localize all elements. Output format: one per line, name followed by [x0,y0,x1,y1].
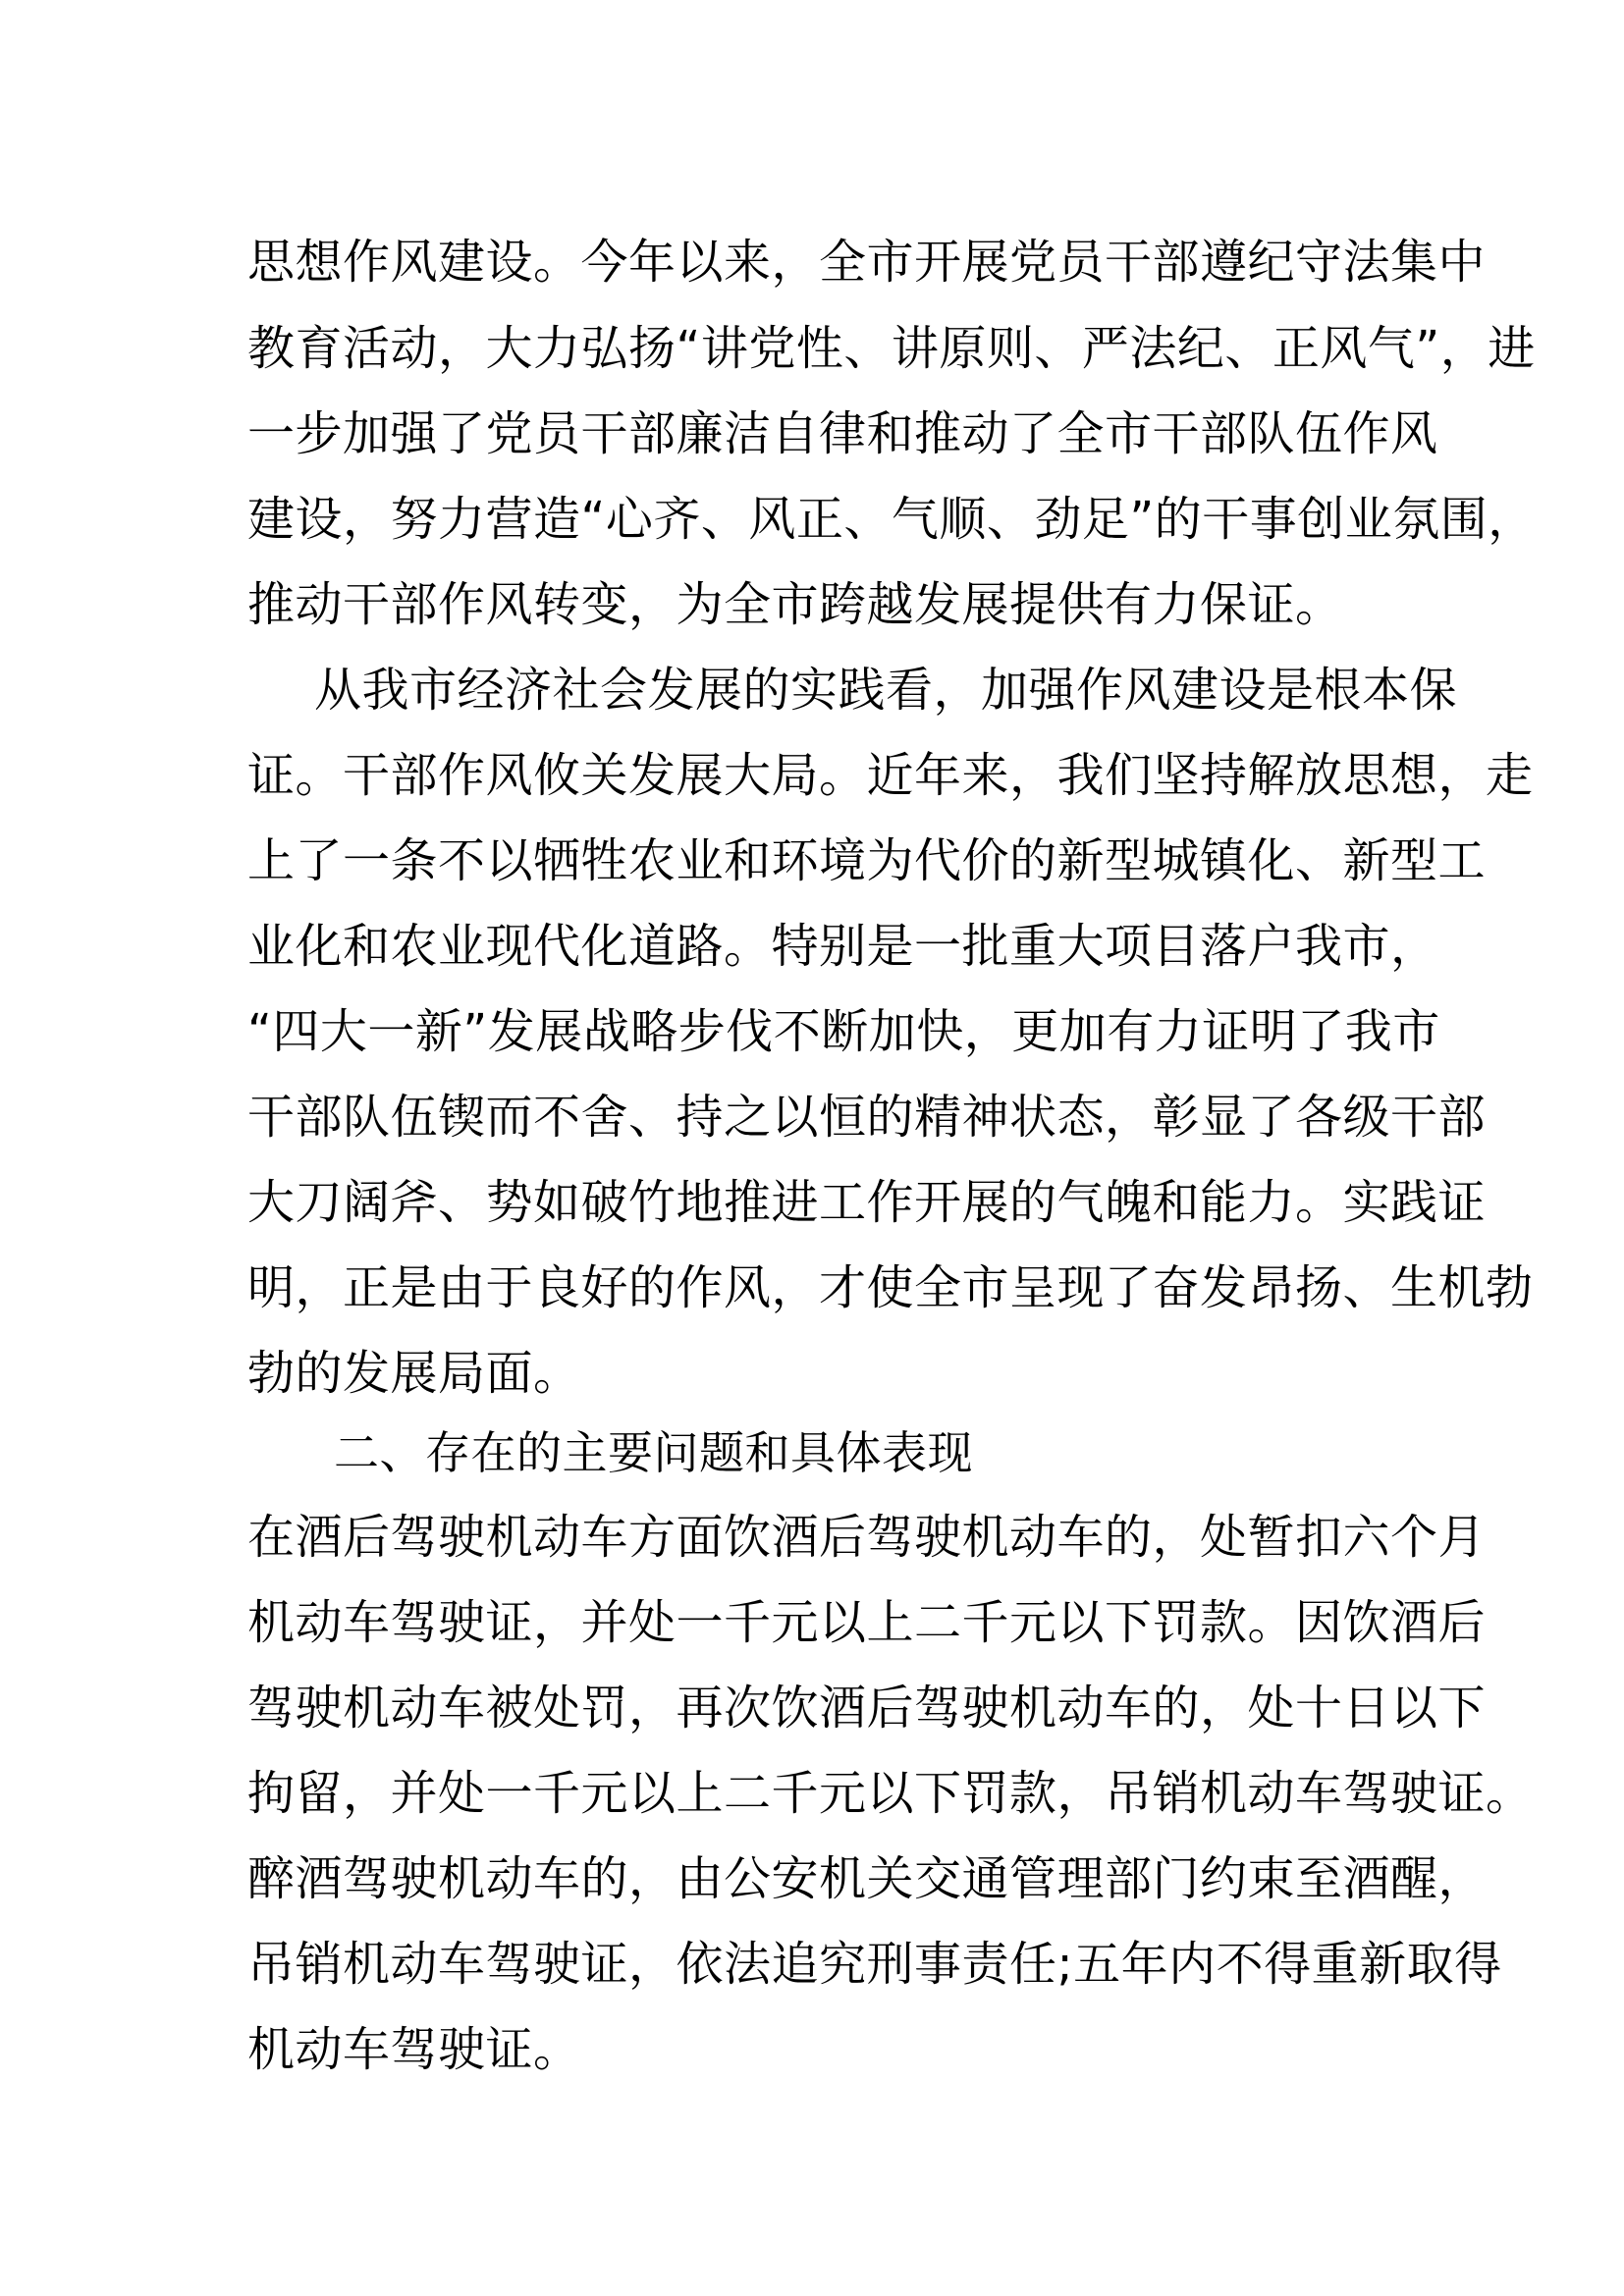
paragraph2-line-7: 大刀阔斧、势如破竹地推进工作开展的气魄和能力。实践证 [247,1175,1487,1230]
paragraph2-line-6: 干部队伍锲而不舍、持之以恒的精神状态，彰显了各级干部 [247,1090,1487,1145]
paragraph2-line-2: 证。干部作风攸关发展大局。近年来，我们坚持解放思想，走 [247,748,1534,803]
paragraph1-line-1: 思想作风建设。今年以来，全市开展党员干部遵纪守法集中 [247,235,1487,290]
paragraph1-line-2: 教育活动，大力弘扬“讲党性、讲原则、严法纪、正风气”，进 [247,321,1536,376]
paragraph3-line-5: 醉酒驾驶机动车的，由公安机关交通管理部门约束至酒醒， [247,1851,1487,1906]
paragraph3-line-7: 机动车驾驶证。 [247,2022,581,2077]
paragraph2-line-3: 上了一条不以牺牲农业和环境为代价的新型城镇化、新型工 [247,833,1487,888]
paragraph2-line-1: 从我市经济社会发展的实践看，加强作风建设是根本保 [314,663,1458,718]
paragraph2-line-5: “四大一新”发展战略步伐不断加快，更加有力证明了我市 [247,1004,1440,1059]
paragraph2-line-8: 明，正是由于良好的作风，才使全市呈现了奋发昂扬、生机勃 [247,1260,1534,1315]
paragraph3-line-3: 驾驶机动车被处罚，再次饮酒后驾驶机动车的，处十日以下 [247,1681,1487,1735]
paragraph3-line-4: 拘留，并处一千元以上二千元以下罚款，吊销机动车驾驶证。 [247,1766,1534,1821]
paragraph3-line-6: 吊销机动车驾驶证，依法追究刑事责任;五年内不得重新取得 [247,1937,1502,1992]
paragraph2-line-4: 业化和农业现代化道路。特别是一批重大项目落户我市， [247,919,1438,974]
paragraph3-line-1: 在酒后驾驶机动车方面饮酒后驾驶机动车的，处暂扣六个月 [247,1510,1487,1565]
section-heading: 二、存在的主要问题和具体表现 [334,1426,973,1479]
paragraph3-line-2: 机动车驾驶证，并处一千元以上二千元以下罚款。因饮酒后 [247,1595,1487,1650]
paragraph1-line-5: 推动干部作风转变，为全市跨越发展提供有力保证。 [247,577,1343,632]
paragraph1-line-3: 一步加强了党员干部廉洁自律和推动了全市干部队伍作风 [247,406,1438,461]
paragraph1-line-4: 建设，努力营造“心齐、风正、气顺、劲足”的干事创业氛围， [247,492,1536,547]
paragraph2-line-9: 勃的发展局面。 [247,1346,581,1401]
